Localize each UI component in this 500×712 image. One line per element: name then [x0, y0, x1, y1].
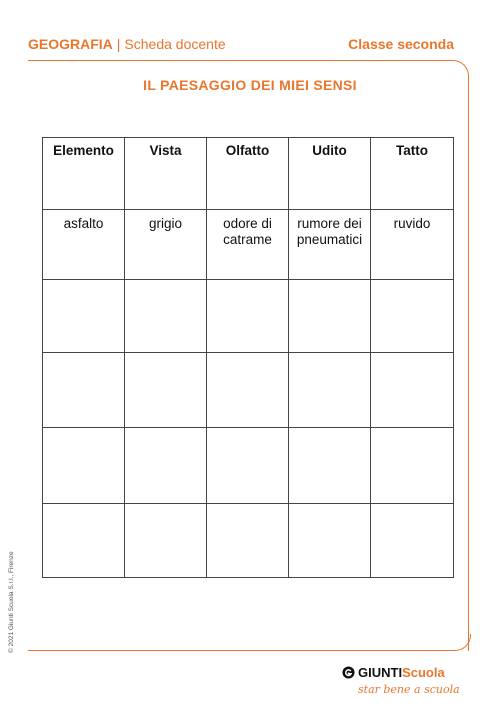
page-header	[28, 36, 454, 54]
senses-table	[42, 137, 454, 578]
giunti-g-icon	[342, 666, 355, 679]
table-cell: asfalto	[43, 210, 125, 280]
logo-brand-giunti: GIUNTI	[358, 665, 403, 680]
logo-brand	[358, 665, 445, 680]
column-header-touch: Tatto	[371, 138, 454, 210]
table-cell	[289, 280, 371, 353]
column-header-smell: Olfatto	[207, 138, 289, 210]
page-frame-bottom	[28, 634, 471, 651]
table-row	[43, 428, 454, 504]
header-subject	[28, 36, 226, 52]
table-cell	[371, 504, 454, 578]
column-header-hearing: Udito	[289, 138, 371, 210]
table-cell	[43, 353, 125, 428]
table-cell	[207, 280, 289, 353]
logo-brand-scuola: Scuola	[402, 665, 445, 680]
table-cell: rumore dei pneumatici	[289, 210, 371, 280]
copyright-notice: © 2021 Giunti Scuola S.r.l., Firenze	[8, 551, 15, 653]
table-cell	[289, 504, 371, 578]
table-cell	[289, 428, 371, 504]
table-row	[43, 353, 454, 428]
header-subtitle: Scheda docente	[124, 36, 226, 52]
table-cell	[125, 353, 207, 428]
table-cell: grigio	[125, 210, 207, 280]
table-cell: ruvido	[371, 210, 454, 280]
table-cell	[125, 428, 207, 504]
class-label: Classe seconda	[348, 36, 454, 52]
table-cell: odore di catrame	[207, 210, 289, 280]
table-cell	[207, 428, 289, 504]
table-cell	[43, 428, 125, 504]
table-row	[43, 210, 454, 280]
table-cell	[371, 353, 454, 428]
table-cell	[289, 353, 371, 428]
subject-label: GEOGRAFIA	[28, 36, 113, 52]
table-row	[43, 280, 454, 353]
table-cell	[371, 428, 454, 504]
table-cell	[207, 504, 289, 578]
publisher-logo	[342, 665, 462, 701]
column-header-sight: Vista	[125, 138, 207, 210]
table-cell	[43, 504, 125, 578]
header-separator: |	[116, 36, 121, 52]
table-cell	[371, 280, 454, 353]
table-header-row	[43, 138, 454, 210]
worksheet-title: IL PAESAGGIO DEI MIEI SENSI	[143, 77, 357, 93]
table-cell	[43, 280, 125, 353]
logo-tagline: star bene a scuola	[358, 683, 460, 696]
column-header-element: Elemento	[43, 138, 125, 210]
table-row	[43, 504, 454, 578]
table-cell	[207, 353, 289, 428]
table-cell	[125, 504, 207, 578]
table-cell	[125, 280, 207, 353]
